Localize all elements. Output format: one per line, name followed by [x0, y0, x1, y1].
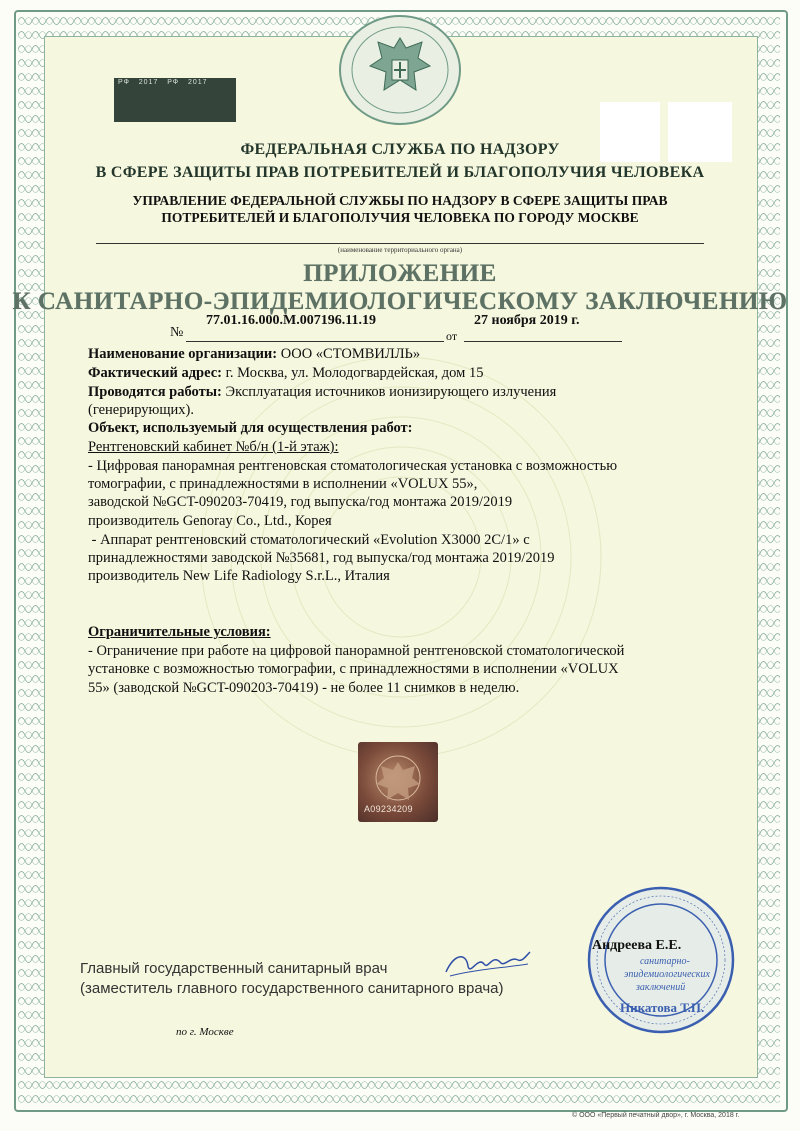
- org-row: [88, 346, 420, 363]
- strip-label: 2017: [138, 79, 159, 86]
- signature-mark: [442, 946, 532, 982]
- title-line-1: ПРИЛОЖЕНИЕ: [303, 260, 497, 287]
- works-row: [88, 384, 556, 401]
- city-caption: по г. Москве: [176, 1026, 234, 1038]
- signer-role-alt: (заместитель главного государственного санитарного врача): [80, 980, 504, 997]
- restriction-line: 55» (заводской №GCT-090203-70419) - не более 11 снимков в неделю.: [88, 680, 520, 696]
- item2-line: принадлежностями заводской №35681, год выпуска/год монтажа 2019/2019: [88, 550, 555, 566]
- agency-line-1: ФЕДЕРАЛЬНАЯ СЛУЖБА ПО НАДЗОРУ: [240, 141, 560, 158]
- org-label: Наименование организации:: [88, 346, 278, 362]
- emblem: [336, 12, 464, 128]
- hologram-code: A09234209: [364, 804, 413, 814]
- office-line-2: ПОТРЕБИТЕЛЕЙ И БЛАГОПОЛУЧИЯ ЧЕЛОВЕКА ПО ГОРОДУ МОСКВЕ: [161, 210, 639, 225]
- address-row: [88, 365, 483, 382]
- restrictions-label: Ограничительные условия:: [88, 624, 271, 640]
- item1-line: производитель Genoray Co., Ltd., Корея: [88, 513, 332, 529]
- address-value: г. Москва, ул. Молодогвардейская, дом 15: [225, 365, 484, 381]
- title-line-2: К САНИТАРНО-ЭПИДЕМИОЛОГИЧЕСКОМУ ЗАКЛЮЧЕНИЮ: [12, 288, 788, 315]
- works-label: Проводятся работы:: [88, 384, 222, 400]
- signer-role: Главный государственный санитарный врач: [80, 960, 388, 977]
- address-label: Фактический адрес:: [88, 365, 222, 381]
- stamp-text: санитарно-: [640, 956, 690, 967]
- certificate-date: 27 ноября 2019 г.: [474, 313, 580, 328]
- works-value-cont: (генерирующих).: [88, 402, 194, 418]
- object-label: Объект, используемый для осуществления работ:: [88, 420, 413, 436]
- strip-label: РФ: [118, 79, 130, 86]
- strip-label: РФ: [167, 79, 180, 86]
- org-value: ООО «СТОМВИЛЛЬ»: [280, 346, 421, 362]
- hologram: [358, 742, 438, 822]
- item2-line: производитель New Life Radiology S.r.L., Италия: [88, 568, 390, 584]
- item2-line: - Аппарат рентгеновский стоматологический «Evolution X3000 2C/1» с: [88, 532, 530, 548]
- emblem-icon: [336, 12, 464, 128]
- printer-footer: © ООО «Первый печатный двор», г. Москва, 2018 г.: [572, 1112, 740, 1119]
- office-line-1: УПРАВЛЕНИЕ ФЕДЕРАЛЬНОЙ СЛУЖБЫ ПО НАДЗОРУ В СФЕРЕ ЗАЩИТЫ ПРАВ: [132, 193, 668, 208]
- stamp-name: Никатова Т.П.: [620, 1000, 705, 1015]
- number-underline: [186, 341, 444, 342]
- date-underline: [464, 341, 622, 342]
- date-prefix: от: [446, 329, 458, 343]
- works-value: Эксплуатация источников ионизирующего излучения: [225, 384, 557, 400]
- stamp-text: эпидемиологических: [624, 969, 710, 980]
- office-caption: (наименование территориального органа): [337, 246, 463, 254]
- agency-line-2: В СФЕРЕ ЗАЩИТЫ ПРАВ ПОТРЕБИТЕЛЕЙ И БЛАГОПОЛУЧИЯ ЧЕЛОВЕКА: [95, 164, 705, 181]
- strip-label: 2017: [187, 79, 208, 86]
- item1-line: томографии, с принадлежностями в исполнении «VOLUX 55»,: [88, 476, 478, 492]
- stamp-text: заключений: [636, 982, 686, 993]
- signer-name: Андреева Е.Е.: [592, 938, 682, 953]
- item1-line: - Цифровая панорамная рентгеновская стоматологическая установка с возможностью: [88, 458, 618, 474]
- restriction-line: - Ограничение при работе на цифровой панорамной рентгеновской стоматологической: [88, 643, 625, 659]
- number-prefix: №: [170, 325, 184, 340]
- restriction-line: установке с возможностью томографии, с принадлежностями в исполнении «VOLUX: [88, 661, 619, 677]
- certificate-number: 77.01.16.000.М.007196.11.19: [206, 313, 376, 328]
- cabinet-line: Рентгеновский кабинет №б/н (1-й этаж):: [88, 439, 339, 455]
- item1-line: заводской №GCT-090203-70419, год выпуска/год монтажа 2019/2019: [88, 494, 513, 510]
- office-underline: [96, 243, 704, 244]
